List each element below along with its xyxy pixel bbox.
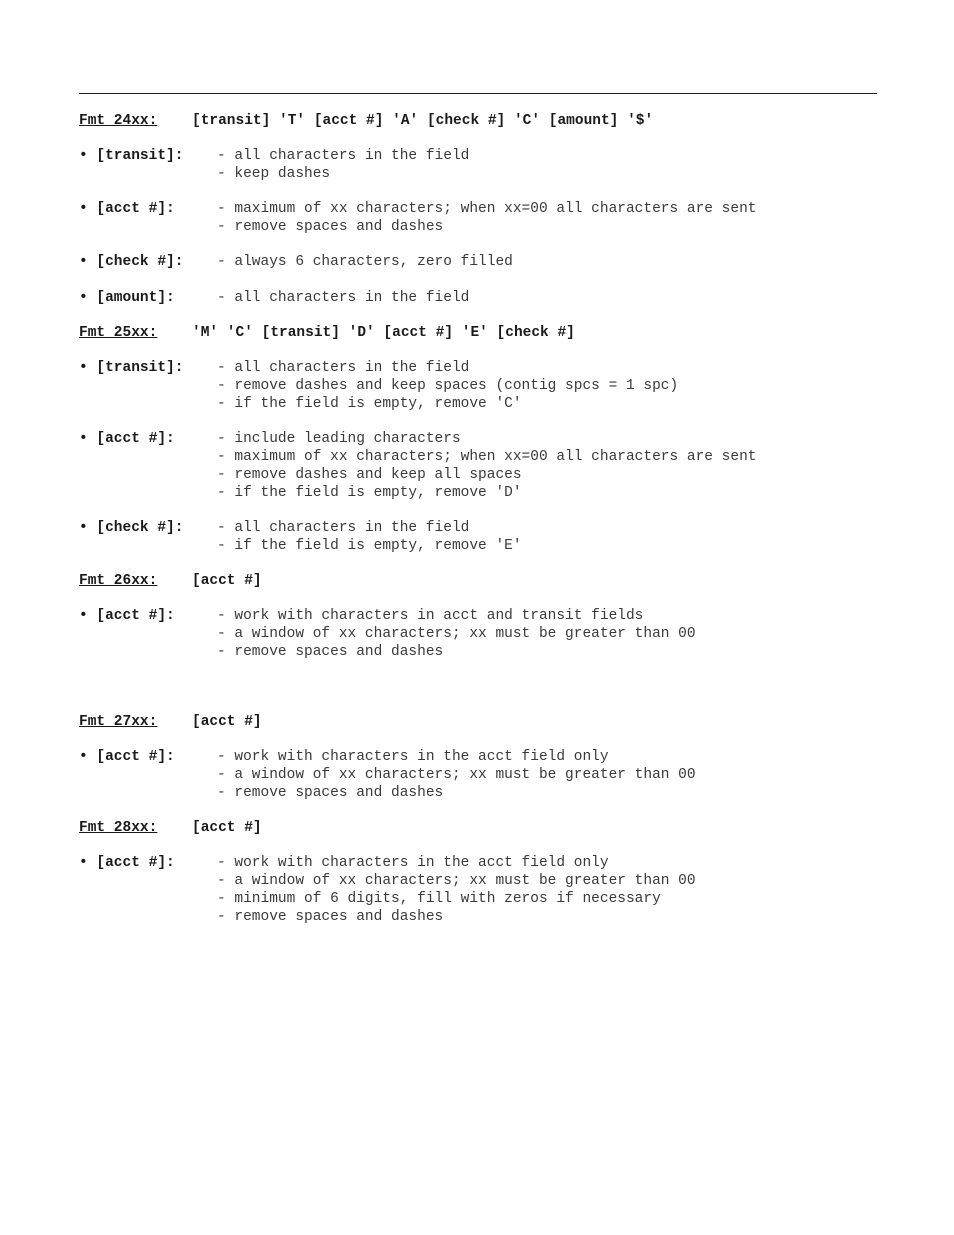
field-rule: - always 6 characters, zero filled (217, 254, 513, 270)
field-block (79, 748, 879, 802)
field-rule: - keep dashes (217, 166, 331, 182)
field-block (79, 519, 879, 555)
field-block (79, 253, 879, 271)
field-rule: - all characters in the field (217, 148, 470, 164)
field-rule: - maximum of xx characters; when xx=00 all characters are sent (217, 201, 757, 217)
field-block (79, 289, 879, 307)
format-heading (79, 819, 879, 837)
field-name: • [acct #]: (79, 749, 175, 765)
format-label: Fmt 28xx: (79, 820, 158, 836)
field-name: • [amount]: (79, 290, 175, 306)
field-rule: - all characters in the field (217, 520, 470, 536)
format-label: Fmt 27xx: (79, 714, 158, 730)
field-block (79, 359, 879, 413)
field-rule: - include leading characters (217, 431, 461, 447)
format-spec: 'M' 'C' [transit] 'D' [acct #] 'E' [check #] (192, 325, 575, 341)
field-rule: - maximum of xx characters; when xx=00 all characters are sent (217, 449, 757, 465)
field-name: • [transit]: (79, 360, 184, 376)
format-spec: [acct #] (192, 820, 262, 836)
format-heading (79, 112, 879, 130)
field-rule: - if the field is empty, remove 'E' (217, 538, 522, 554)
field-name: • [acct #]: (79, 855, 175, 871)
field-rule: - work with characters in the acct field only (217, 855, 609, 871)
field-rule: - minimum of 6 digits, fill with zeros if necessary (217, 891, 661, 907)
format-spec: [acct #] (192, 714, 262, 730)
format-label: Fmt 25xx: (79, 325, 158, 341)
field-rule: - remove spaces and dashes (217, 785, 444, 801)
field-rule: - remove spaces and dashes (217, 644, 444, 660)
format-document (79, 112, 879, 926)
format-spec: [acct #] (192, 573, 262, 589)
format-heading (79, 713, 879, 731)
field-block (79, 430, 879, 502)
field-rule: - work with characters in the acct field only (217, 749, 609, 765)
field-rule: - all characters in the field (217, 360, 470, 376)
field-rule: - remove spaces and dashes (217, 219, 444, 235)
field-name: • [acct #]: (79, 201, 175, 217)
format-spec: [transit] 'T' [acct #] 'A' [check #] 'C' [amount] '$' (192, 113, 654, 129)
field-rule: - all characters in the field (217, 290, 470, 306)
field-rule: - if the field is empty, remove 'D' (217, 485, 522, 501)
field-block (79, 607, 879, 661)
field-block (79, 854, 879, 926)
format-heading (79, 324, 879, 342)
field-rule: - remove dashes and keep all spaces (217, 467, 522, 483)
format-label: Fmt 24xx: (79, 113, 158, 129)
field-rule: - a window of xx characters; xx must be greater than 00 (217, 626, 696, 642)
format-heading (79, 572, 879, 590)
field-name: • [acct #]: (79, 431, 175, 447)
field-block (79, 200, 879, 236)
field-rule: - remove spaces and dashes (217, 909, 444, 925)
format-label: Fmt 26xx: (79, 573, 158, 589)
field-name: • [transit]: (79, 148, 184, 164)
field-block (79, 147, 879, 183)
field-rule: - if the field is empty, remove 'C' (217, 396, 522, 412)
field-rule: - work with characters in acct and transit fields (217, 608, 644, 624)
field-name: • [check #]: (79, 520, 184, 536)
field-rule: - a window of xx characters; xx must be greater than 00 (217, 873, 696, 889)
top-rule (79, 93, 877, 94)
field-name: • [check #]: (79, 254, 184, 270)
field-name: • [acct #]: (79, 608, 175, 624)
field-rule: - a window of xx characters; xx must be greater than 00 (217, 767, 696, 783)
field-rule: - remove dashes and keep spaces (contig spcs = 1 spc) (217, 378, 679, 394)
